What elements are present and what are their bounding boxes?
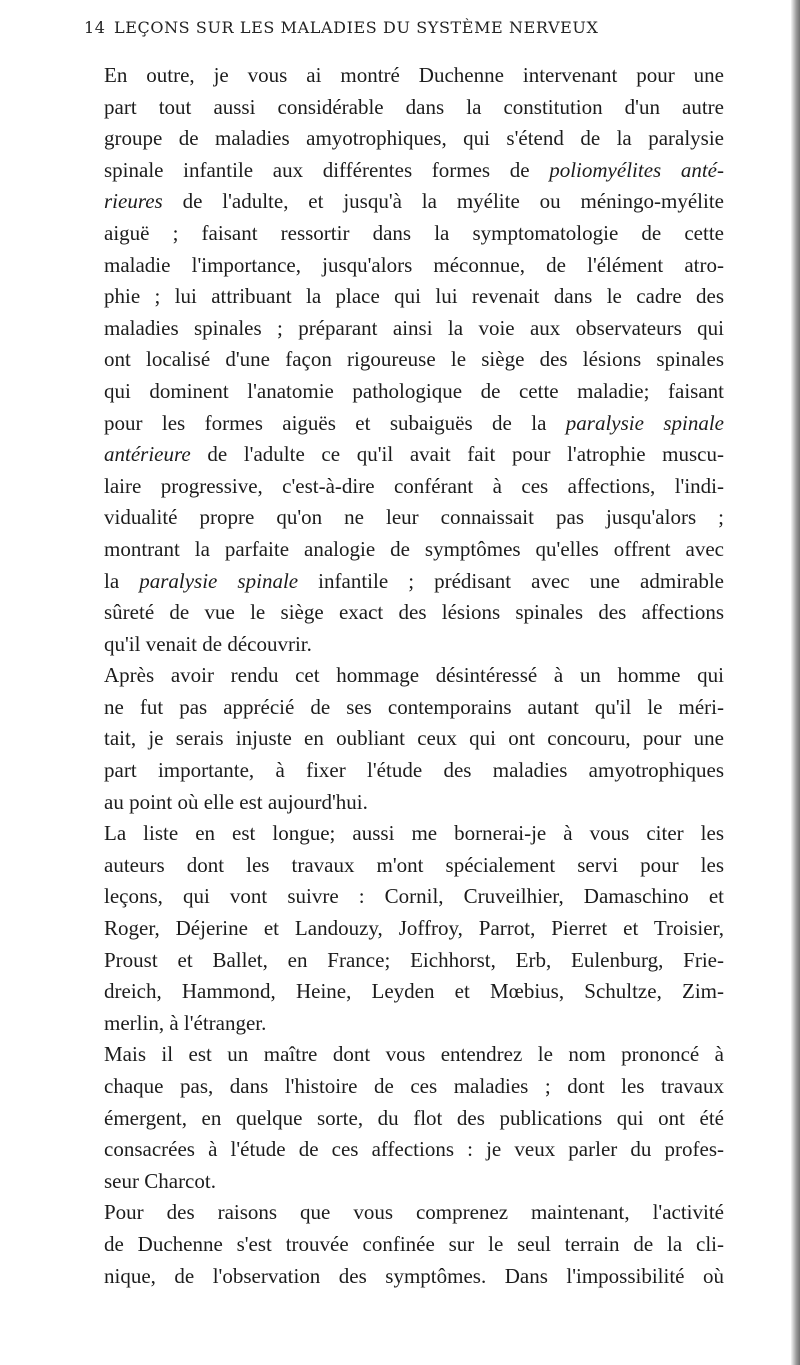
text-line: laire progressive, c'est-à-dire conférant à ces affections, l'indi- xyxy=(104,473,724,498)
page-number: 14 xyxy=(84,18,106,37)
text-line: maladies spinales ; préparant ainsi la voie aux observateurs qui xyxy=(104,315,724,340)
text-line: Proust et Ballet, en France; Eichhorst, Erb, Eulenburg, Frie- xyxy=(104,947,724,972)
text-line: qui dominent l'anatomie pathologique de cette maladie; faisant xyxy=(104,378,724,403)
text-line: vidualité propre qu'on ne leur connaissait pas jusqu'alors ; xyxy=(104,505,724,530)
text-line: part importante, à fixer l'étude des maladies amyotrophiques xyxy=(104,758,724,783)
text-line: tait, je serais injuste en oubliant ceux qui ont concouru, pour une xyxy=(104,726,724,751)
italic-term: antérieure xyxy=(104,442,191,467)
body-text xyxy=(84,60,724,1292)
text-line: au point où elle est aujourd'hui. xyxy=(104,789,368,814)
text-line: aiguë ; faisant ressortir dans la symptomatologie de cette xyxy=(104,220,724,245)
paragraph-1 xyxy=(84,60,724,660)
text-line: ont localisé d'une façon rigoureuse le siège des lésions spinales xyxy=(104,347,724,372)
text-line: spinale infantile aux différentes formes de poliomyélites anté- xyxy=(104,157,724,182)
text-line: phie ; lui attribuant la place qui lui revenait dans le cadre des xyxy=(104,284,724,309)
text-line: rieures de l'adulte, et jusqu'à la myélite ou méningo-myélite xyxy=(104,189,724,214)
running-title: LEÇONS SUR LES MALADIES DU SYSTÈME NERVEUX xyxy=(114,18,599,37)
text-line: Mais il est un maître dont vous entendrez le nom prononcé à xyxy=(104,1042,724,1067)
text-line: ne fut pas apprécié de ses contemporains autant qu'il le méri- xyxy=(104,694,724,719)
text-line: leçons, qui vont suivre : Cornil, Cruveilhier, Damaschino et xyxy=(104,884,724,909)
text-line: part tout aussi considérable dans la constitution d'un autre xyxy=(104,94,724,119)
text-line: dreich, Hammond, Heine, Leyden et Mœbius, Schultze, Zim- xyxy=(104,979,724,1004)
paragraph-4 xyxy=(84,1039,724,1197)
text-line: montrant la parfaite analogie de symptômes qu'elles offrent avec xyxy=(104,536,724,561)
paragraph-3 xyxy=(84,818,724,1039)
text-line: consacrées à l'étude de ces affections : je veux parler du profes- xyxy=(104,1137,724,1162)
text-line: seur Charcot. xyxy=(104,1168,216,1193)
page-edge-shadow xyxy=(791,0,800,1365)
italic-term: paralysie spinale xyxy=(565,410,724,435)
text-line: qu'il venait de découvrir. xyxy=(104,631,312,656)
paragraph-5 xyxy=(84,1197,724,1292)
text-line: de Duchenne s'est trouvée confinée sur le seul terrain de la cli- xyxy=(104,1231,724,1256)
text-line: pour les formes aiguës et subaiguës de la paralysie spinale xyxy=(104,410,724,435)
text-line: La liste en est longue; aussi me bornerai-je à vous citer les xyxy=(104,821,724,846)
text-line: antérieure de l'adulte ce qu'il avait fait pour l'atrophie muscu- xyxy=(104,442,724,467)
text-line: Pour des raisons que vous comprenez maintenant, l'activité xyxy=(104,1200,724,1225)
paragraph-2 xyxy=(84,660,724,818)
text-line: émergent, en quelque sorte, du flot des publications qui ont été xyxy=(104,1105,724,1130)
italic-term: rieures xyxy=(104,189,163,214)
text-line: groupe de maladies amyotrophiques, qui s'étend de la paralysie xyxy=(104,126,724,151)
text-line: maladie l'importance, jusqu'alors méconnue, de l'élément atro- xyxy=(104,252,724,277)
text-line: Après avoir rendu cet hommage désintéressé à un homme qui xyxy=(104,663,724,688)
text-line: chaque pas, dans l'histoire de ces maladies ; dont les travaux xyxy=(104,1074,724,1098)
text-line: sûreté de vue le siège exact des lésions spinales des affections xyxy=(104,600,724,625)
text-line: En outre, je vous ai montré Duchenne intervenant pour une xyxy=(104,63,724,87)
text-line: merlin, à l'étranger. xyxy=(104,1010,267,1035)
italic-term: paralysie spinale xyxy=(139,568,299,593)
text-line: Roger, Déjerine et Landouzy, Joffroy, Parrot, Pierret et Troisier, xyxy=(104,916,724,941)
text-line: la paralysie spinale infantile ; prédisant avec une admirable xyxy=(104,568,724,593)
italic-term: poliomyélites anté- xyxy=(549,157,724,182)
text-line: nique, de l'observation des symptômes. Dans l'impossibilité où xyxy=(104,1263,724,1288)
text-line: auteurs dont les travaux m'ont spécialement servi pour les xyxy=(104,852,724,877)
